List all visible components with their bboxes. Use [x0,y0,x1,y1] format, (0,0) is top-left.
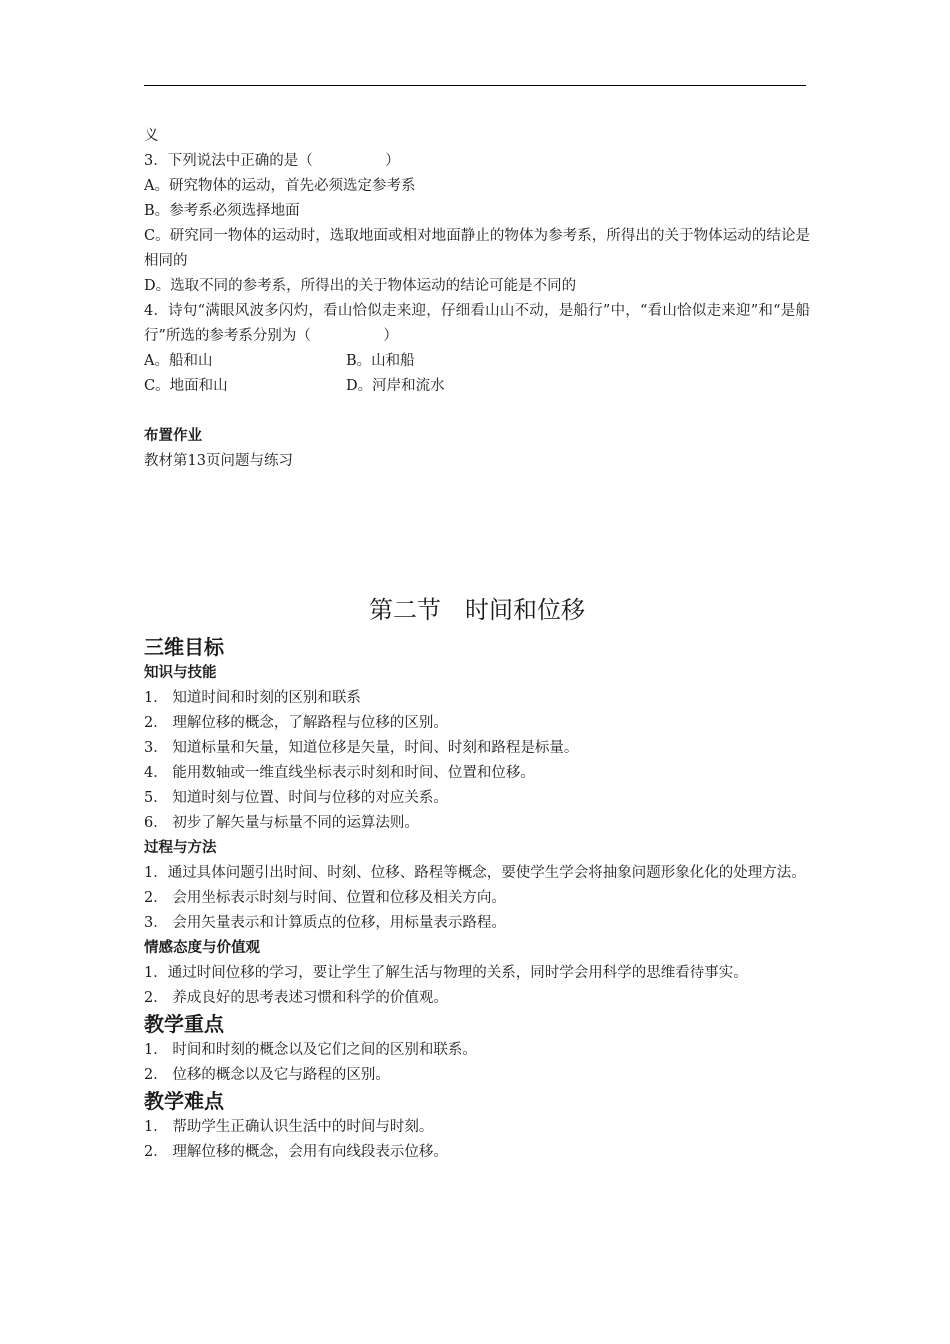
knowledge-item: 6． 初步了解矢量与标量不同的运算法则。 [144,815,419,831]
question-4-options-row-2 [144,374,810,399]
difficulty-item: 1． 帮助学生正确认识生活中的时间与时刻。 [144,1119,434,1135]
difficulty-item: 2． 理解位移的概念，会用有向线段表示位移。 [144,1144,448,1160]
continued-text: 义 [144,128,159,144]
knowledge-item: 2． 理解位移的概念，了解路程与位移的区别。 [144,715,448,731]
question-4-option-c: C。地面和山 [144,378,228,394]
question-4-option-a: A。船和山 [144,353,213,369]
knowledge-item: 4． 能用数轴或一维直线坐标表示时刻和时间、位置和位移。 [144,765,535,781]
question-3-option-b: B。参考系必须选择地面 [144,203,300,219]
process-item: 2． 会用坐标表示时刻与时间、位置和位移及相关方向。 [144,890,506,906]
question-3-option-a: A。研究物体的运动，首先必须选定参考系 [144,178,416,194]
difficulty-heading: 教学难点 [144,1089,224,1113]
homework-heading: 布置作业 [144,428,202,444]
question-4-option-b: B。山和船 [346,353,415,369]
question-3-stem: 3．下列说法中正确的是（ ） [144,153,400,169]
process-heading: 过程与方法 [144,840,217,856]
goals-heading: 三维目标 [144,635,224,659]
knowledge-item: 5． 知道时刻与位置、时间与位移的对应关系。 [144,790,448,806]
header-rule [144,85,806,86]
knowledge-item: 1． 知道时间和时刻的区别和联系 [144,690,361,706]
emotion-item: 2． 养成良好的思考表述习惯和科学的价值观。 [144,990,448,1006]
question-4-option-d: D。河岸和流水 [346,378,445,394]
question-3-option-d: D。选取不同的参考系，所得出的关于物体运动的结论可能是不同的 [144,278,577,294]
key-point-item: 1． 时间和时刻的概念以及它们之间的区别和联系。 [144,1042,477,1058]
process-item: 3． 会用矢量表示和计算质点的位移，用标量表示路程。 [144,915,506,931]
emotion-item: 1．通过时间位移的学习，要让学生了解生活与物理的关系，同时学会用科学的思维看待事实。 [144,965,748,981]
knowledge-heading: 知识与技能 [144,665,217,681]
process-item: 1．通过具体问题引出时间、时刻、位移、路程等概念，要使学生学会将抽象问题形象化化的处理方法。 [144,865,806,881]
emotion-heading: 情感态度与价值观 [144,940,260,956]
homework-text: 教材第13页问题与练习 [144,453,293,469]
question-4-stem: 4．诗句“满眼风波多闪灼，看山恰似走来迎，仔细看山山不动，是船行”中，“看山恰似走来迎”和“是船行”所选的参考系分别为（ ） [144,303,810,344]
key-point-item: 2． 位移的概念以及它与路程的区别。 [144,1067,390,1083]
document-body [144,124,810,1165]
question-4-options-row-1 [144,349,810,374]
knowledge-item: 3． 知道标量和矢量，知道位移是矢量，时间、时刻和路程是标量。 [144,740,579,756]
section-title: 第二节 时间和位移 [369,596,585,624]
key-points-heading: 教学重点 [144,1012,224,1036]
question-3-option-c: C。研究同一物体的运动时，选取地面或相对地面静止的物体为参考系，所得出的关于物体运动的结论是相同的 [144,228,810,269]
